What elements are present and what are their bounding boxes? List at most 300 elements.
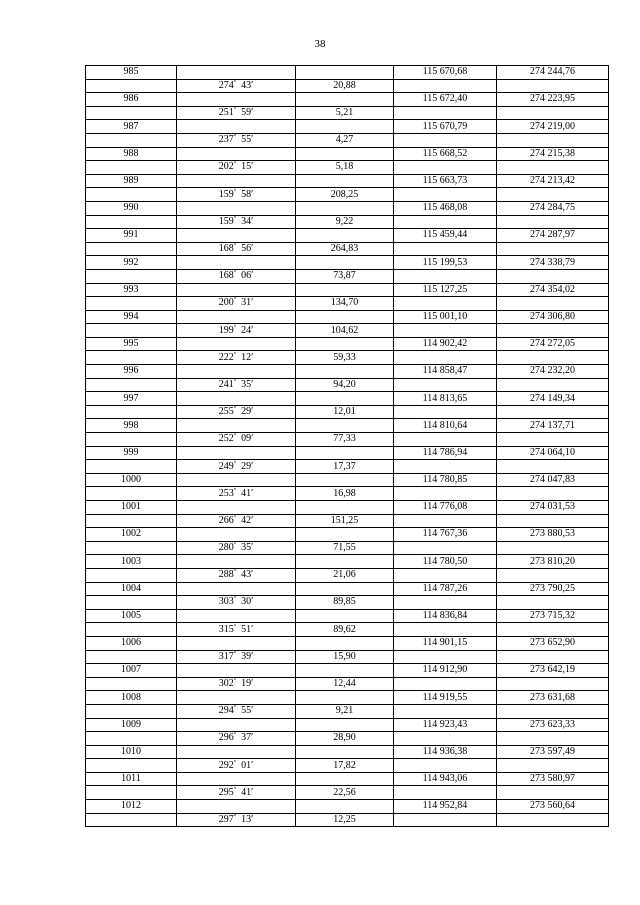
- table-row: [86, 242, 609, 256]
- direction-angle-cell: [177, 446, 296, 460]
- angle-minutes: 06: [241, 270, 252, 282]
- y-coordinate-cell: 274 272,05: [497, 337, 609, 351]
- point-number-cell: [86, 133, 177, 147]
- point-number-cell: 1012: [86, 800, 177, 814]
- x-coordinate-cell: 115 127,25: [394, 283, 497, 297]
- degree-sign: °: [233, 705, 237, 712]
- y-coordinate-cell: [497, 541, 609, 555]
- angle-degrees: 297: [218, 813, 234, 825]
- x-coordinate-cell: 114 787,26: [394, 582, 497, 596]
- degree-sign: °: [233, 678, 237, 685]
- angle-degrees: 237: [218, 134, 234, 146]
- length-cell: 59,33: [296, 351, 394, 365]
- angle-degrees: 255: [218, 406, 234, 418]
- point-number-cell: [86, 297, 177, 311]
- angle-degrees: 266: [218, 514, 234, 526]
- degree-sign: °: [233, 297, 237, 304]
- length-cell: [296, 555, 394, 569]
- point-number-cell: 988: [86, 147, 177, 161]
- angle-minutes: 34: [241, 215, 252, 227]
- minute-sign: ′: [251, 514, 254, 526]
- point-number-cell: 992: [86, 256, 177, 270]
- angle-minutes: 42: [241, 514, 252, 526]
- y-coordinate-cell: 274 219,00: [497, 120, 609, 134]
- point-number-cell: 993: [86, 283, 177, 297]
- point-number-cell: 996: [86, 365, 177, 379]
- table-row: [86, 229, 609, 243]
- minute-sign: ′: [251, 623, 254, 635]
- y-coordinate-cell: [497, 351, 609, 365]
- x-coordinate-cell: 114 836,84: [394, 609, 497, 623]
- point-number-cell: 997: [86, 392, 177, 406]
- direction-angle-cell: [177, 201, 296, 215]
- point-number-cell: [86, 433, 177, 447]
- y-coordinate-cell: [497, 133, 609, 147]
- direction-angle-cell: [177, 596, 296, 610]
- length-cell: [296, 147, 394, 161]
- x-coordinate-cell: 115 663,73: [394, 174, 497, 188]
- table-row: [86, 800, 609, 814]
- angle-minutes: 12: [241, 351, 252, 363]
- minute-sign: ′: [251, 759, 254, 771]
- table-row: [86, 133, 609, 147]
- length-cell: [296, 772, 394, 786]
- x-coordinate-cell: 114 952,84: [394, 800, 497, 814]
- table-row: [86, 718, 609, 732]
- x-coordinate-cell: [394, 786, 497, 800]
- angle-degrees: 288: [218, 569, 234, 581]
- minute-sign: ′: [251, 433, 254, 445]
- minute-sign: ′: [251, 161, 254, 173]
- table-row: [86, 487, 609, 501]
- length-cell: 4,27: [296, 133, 394, 147]
- point-number-cell: [86, 514, 177, 528]
- direction-angle-cell: [177, 147, 296, 161]
- length-cell: 9,22: [296, 215, 394, 229]
- y-coordinate-cell: 274 215,38: [497, 147, 609, 161]
- y-coordinate-cell: 274 306,80: [497, 310, 609, 324]
- direction-angle-cell: [177, 745, 296, 759]
- y-coordinate-cell: 273 880,53: [497, 528, 609, 542]
- degree-sign: °: [233, 596, 237, 603]
- angle-minutes: 30: [241, 596, 252, 608]
- x-coordinate-cell: 114 901,15: [394, 636, 497, 650]
- length-cell: [296, 93, 394, 107]
- length-cell: 12,44: [296, 677, 394, 691]
- degree-sign: °: [233, 161, 237, 168]
- table-row: [86, 269, 609, 283]
- coordinates-table: [85, 65, 609, 827]
- direction-angle-cell: [177, 242, 296, 256]
- angle-minutes: 58: [241, 188, 252, 200]
- angle-minutes: 59: [241, 107, 252, 119]
- direction-angle-cell: [177, 609, 296, 623]
- point-number-cell: [86, 541, 177, 555]
- y-coordinate-cell: [497, 759, 609, 773]
- direction-angle-cell: [177, 460, 296, 474]
- x-coordinate-cell: 114 902,42: [394, 337, 497, 351]
- direction-angle-cell: [177, 283, 296, 297]
- point-number-cell: 986: [86, 93, 177, 107]
- length-cell: [296, 120, 394, 134]
- length-cell: [296, 718, 394, 732]
- x-coordinate-cell: [394, 677, 497, 691]
- direction-angle-cell: [177, 691, 296, 705]
- y-coordinate-cell: 274 244,76: [497, 66, 609, 80]
- x-coordinate-cell: [394, 242, 497, 256]
- point-number-cell: 1007: [86, 664, 177, 678]
- angle-degrees: 241: [218, 378, 234, 390]
- y-coordinate-cell: [497, 786, 609, 800]
- direction-angle-cell: [177, 365, 296, 379]
- x-coordinate-cell: 115 668,52: [394, 147, 497, 161]
- table-row: [86, 378, 609, 392]
- y-coordinate-cell: [497, 378, 609, 392]
- length-cell: [296, 691, 394, 705]
- point-number-cell: [86, 324, 177, 338]
- angle-minutes: 15: [241, 161, 252, 173]
- direction-angle-cell: [177, 256, 296, 270]
- degree-sign: °: [233, 487, 237, 494]
- x-coordinate-cell: [394, 813, 497, 827]
- angle-degrees: 303: [218, 596, 234, 608]
- y-coordinate-cell: 274 137,71: [497, 419, 609, 433]
- direction-angle-cell: [177, 174, 296, 188]
- y-coordinate-cell: [497, 568, 609, 582]
- direction-angle-cell: [177, 297, 296, 311]
- table-row: [86, 79, 609, 93]
- length-cell: 71,55: [296, 541, 394, 555]
- direction-angle-cell: [177, 800, 296, 814]
- table-row: [86, 704, 609, 718]
- point-number-cell: 1003: [86, 555, 177, 569]
- angle-minutes: 39: [241, 650, 252, 662]
- minute-sign: ′: [251, 732, 254, 744]
- direction-angle-cell: [177, 392, 296, 406]
- point-number-cell: [86, 215, 177, 229]
- y-coordinate-cell: 273 790,25: [497, 582, 609, 596]
- table-row: [86, 256, 609, 270]
- minute-sign: ′: [251, 786, 254, 798]
- degree-sign: °: [233, 134, 237, 141]
- y-coordinate-cell: [497, 242, 609, 256]
- length-cell: 16,98: [296, 487, 394, 501]
- x-coordinate-cell: [394, 324, 497, 338]
- y-coordinate-cell: 274 223,95: [497, 93, 609, 107]
- x-coordinate-cell: 114 810,64: [394, 419, 497, 433]
- point-number-cell: [86, 677, 177, 691]
- angle-minutes: 13: [241, 813, 252, 825]
- point-number-cell: [86, 759, 177, 773]
- y-coordinate-cell: 273 631,68: [497, 691, 609, 705]
- length-cell: 73,87: [296, 269, 394, 283]
- angle-minutes: 41: [241, 786, 252, 798]
- direction-angle-cell: [177, 378, 296, 392]
- point-number-cell: [86, 161, 177, 175]
- table-row: [86, 677, 609, 691]
- point-number-cell: 1005: [86, 609, 177, 623]
- table-row: [86, 691, 609, 705]
- direction-angle-cell: [177, 528, 296, 542]
- point-number-cell: 990: [86, 201, 177, 215]
- x-coordinate-cell: [394, 133, 497, 147]
- point-number-cell: 1011: [86, 772, 177, 786]
- point-number-cell: [86, 704, 177, 718]
- x-coordinate-cell: [394, 188, 497, 202]
- table-row: [86, 310, 609, 324]
- length-cell: 94,20: [296, 378, 394, 392]
- length-cell: [296, 310, 394, 324]
- angle-minutes: 09: [241, 433, 252, 445]
- angle-minutes: 29: [241, 460, 252, 472]
- point-number-cell: 987: [86, 120, 177, 134]
- direction-angle-cell: [177, 433, 296, 447]
- table-row: [86, 501, 609, 515]
- minute-sign: ′: [251, 79, 254, 91]
- point-number-cell: [86, 188, 177, 202]
- table-row: [86, 405, 609, 419]
- direction-angle-cell: [177, 324, 296, 338]
- angle-degrees: 199: [218, 324, 234, 336]
- table-row: [86, 623, 609, 637]
- direction-angle-cell: [177, 650, 296, 664]
- degree-sign: °: [233, 378, 237, 385]
- direction-angle-cell: [177, 269, 296, 283]
- table-row: [86, 174, 609, 188]
- y-coordinate-cell: [497, 460, 609, 474]
- x-coordinate-cell: 114 912,90: [394, 664, 497, 678]
- x-coordinate-cell: 114 858,47: [394, 365, 497, 379]
- direction-angle-cell: [177, 772, 296, 786]
- degree-sign: °: [233, 650, 237, 657]
- point-number-cell: [86, 487, 177, 501]
- table-row: [86, 297, 609, 311]
- minute-sign: ′: [251, 678, 254, 690]
- x-coordinate-cell: 115 199,53: [394, 256, 497, 270]
- y-coordinate-cell: 273 715,32: [497, 609, 609, 623]
- angle-minutes: 31: [241, 297, 252, 309]
- length-cell: [296, 337, 394, 351]
- direction-angle-cell: [177, 487, 296, 501]
- point-number-cell: 1001: [86, 501, 177, 515]
- degree-sign: °: [233, 786, 237, 793]
- direction-angle-cell: [177, 541, 296, 555]
- x-coordinate-cell: 114 786,94: [394, 446, 497, 460]
- y-coordinate-cell: [497, 215, 609, 229]
- table-row: [86, 813, 609, 827]
- direction-angle-cell: [177, 555, 296, 569]
- direction-angle-cell: [177, 501, 296, 515]
- table-row: [86, 433, 609, 447]
- direction-angle-cell: [177, 66, 296, 80]
- point-number-cell: [86, 732, 177, 746]
- table-row: [86, 582, 609, 596]
- x-coordinate-cell: 115 670,79: [394, 120, 497, 134]
- angle-minutes: 55: [241, 134, 252, 146]
- angle-degrees: 200: [218, 297, 234, 309]
- angle-degrees: 252: [218, 433, 234, 445]
- direction-angle-cell: [177, 133, 296, 147]
- y-coordinate-cell: [497, 161, 609, 175]
- table-row: [86, 772, 609, 786]
- x-coordinate-cell: [394, 79, 497, 93]
- x-coordinate-cell: [394, 704, 497, 718]
- point-number-cell: [86, 623, 177, 637]
- y-coordinate-cell: 274 354,02: [497, 283, 609, 297]
- degree-sign: °: [233, 79, 237, 86]
- table-row: [86, 786, 609, 800]
- point-number-cell: 999: [86, 446, 177, 460]
- x-coordinate-cell: [394, 487, 497, 501]
- angle-degrees: 159: [218, 215, 234, 227]
- table-row: [86, 446, 609, 460]
- length-cell: 15,90: [296, 650, 394, 664]
- minute-sign: ′: [251, 243, 254, 255]
- direction-angle-cell: [177, 419, 296, 433]
- point-number-cell: [86, 269, 177, 283]
- minute-sign: ′: [251, 569, 254, 581]
- degree-sign: °: [233, 107, 237, 114]
- direction-angle-cell: [177, 704, 296, 718]
- table-row: [86, 215, 609, 229]
- point-number-cell: [86, 460, 177, 474]
- minute-sign: ′: [251, 297, 254, 309]
- direction-angle-cell: [177, 405, 296, 419]
- point-number-cell: 998: [86, 419, 177, 433]
- degree-sign: °: [233, 460, 237, 467]
- direction-angle-cell: [177, 732, 296, 746]
- y-coordinate-cell: 273 623,33: [497, 718, 609, 732]
- angle-minutes: 35: [241, 378, 252, 390]
- table-row: [86, 365, 609, 379]
- minute-sign: ′: [251, 813, 254, 825]
- table-row: [86, 745, 609, 759]
- table-row: [86, 351, 609, 365]
- x-coordinate-cell: 115 672,40: [394, 93, 497, 107]
- point-number-cell: 985: [86, 66, 177, 80]
- page-number: 38: [314, 38, 326, 50]
- point-number-cell: [86, 351, 177, 365]
- direction-angle-cell: [177, 337, 296, 351]
- angle-minutes: 41: [241, 487, 252, 499]
- x-coordinate-cell: 115 468,08: [394, 201, 497, 215]
- x-coordinate-cell: 114 919,55: [394, 691, 497, 705]
- degree-sign: °: [233, 813, 237, 820]
- angle-degrees: 168: [218, 270, 234, 282]
- y-coordinate-cell: 273 810,20: [497, 555, 609, 569]
- length-cell: 20,88: [296, 79, 394, 93]
- minute-sign: ′: [251, 650, 254, 662]
- point-number-cell: [86, 650, 177, 664]
- angle-degrees: 296: [218, 732, 234, 744]
- x-coordinate-cell: [394, 541, 497, 555]
- minute-sign: ′: [251, 324, 254, 336]
- degree-sign: °: [233, 542, 237, 549]
- point-number-cell: 995: [86, 337, 177, 351]
- length-cell: 22,56: [296, 786, 394, 800]
- length-cell: [296, 365, 394, 379]
- table-row: [86, 419, 609, 433]
- direction-angle-cell: [177, 188, 296, 202]
- angle-degrees: 159: [218, 188, 234, 200]
- angle-degrees: 253: [218, 487, 234, 499]
- minute-sign: ′: [251, 215, 254, 227]
- length-cell: [296, 745, 394, 759]
- degree-sign: °: [233, 569, 237, 576]
- x-coordinate-cell: 115 459,44: [394, 229, 497, 243]
- point-number-cell: [86, 568, 177, 582]
- point-number-cell: [86, 79, 177, 93]
- x-coordinate-cell: 114 923,43: [394, 718, 497, 732]
- minute-sign: ′: [251, 378, 254, 390]
- direction-angle-cell: [177, 215, 296, 229]
- length-cell: [296, 174, 394, 188]
- y-coordinate-cell: [497, 106, 609, 120]
- degree-sign: °: [233, 433, 237, 440]
- table-row: [86, 555, 609, 569]
- direction-angle-cell: [177, 106, 296, 120]
- y-coordinate-cell: 274 149,34: [497, 392, 609, 406]
- y-coordinate-cell: 273 642,19: [497, 664, 609, 678]
- point-number-cell: [86, 106, 177, 120]
- length-cell: 5,21: [296, 106, 394, 120]
- degree-sign: °: [233, 759, 237, 766]
- x-coordinate-cell: 114 936,38: [394, 745, 497, 759]
- minute-sign: ′: [251, 487, 254, 499]
- direction-angle-cell: [177, 229, 296, 243]
- degree-sign: °: [233, 324, 237, 331]
- point-number-cell: [86, 242, 177, 256]
- table-row: [86, 664, 609, 678]
- degree-sign: °: [233, 623, 237, 630]
- point-number-cell: [86, 786, 177, 800]
- table-row: [86, 283, 609, 297]
- length-cell: [296, 473, 394, 487]
- angle-degrees: 292: [218, 759, 234, 771]
- direction-angle-cell: [177, 93, 296, 107]
- x-coordinate-cell: [394, 351, 497, 365]
- x-coordinate-cell: [394, 732, 497, 746]
- y-coordinate-cell: [497, 623, 609, 637]
- angle-minutes: 24: [241, 324, 252, 336]
- x-coordinate-cell: [394, 759, 497, 773]
- direction-angle-cell: [177, 786, 296, 800]
- point-number-cell: [86, 378, 177, 392]
- angle-degrees: 302: [218, 678, 234, 690]
- y-coordinate-cell: 273 597,49: [497, 745, 609, 759]
- x-coordinate-cell: [394, 378, 497, 392]
- length-cell: [296, 256, 394, 270]
- point-number-cell: 1010: [86, 745, 177, 759]
- length-cell: 5,18: [296, 161, 394, 175]
- y-coordinate-cell: 273 560,64: [497, 800, 609, 814]
- x-coordinate-cell: 114 813,65: [394, 392, 497, 406]
- y-coordinate-cell: [497, 487, 609, 501]
- direction-angle-cell: [177, 120, 296, 134]
- y-coordinate-cell: 274 031,53: [497, 501, 609, 515]
- table-row: [86, 541, 609, 555]
- y-coordinate-cell: [497, 269, 609, 283]
- angle-minutes: 51: [241, 623, 252, 635]
- table-row: [86, 759, 609, 773]
- length-cell: 264,83: [296, 242, 394, 256]
- x-coordinate-cell: [394, 596, 497, 610]
- x-coordinate-cell: [394, 623, 497, 637]
- length-cell: 12,25: [296, 813, 394, 827]
- point-number-cell: 989: [86, 174, 177, 188]
- x-coordinate-cell: 115 001,10: [394, 310, 497, 324]
- length-cell: [296, 392, 394, 406]
